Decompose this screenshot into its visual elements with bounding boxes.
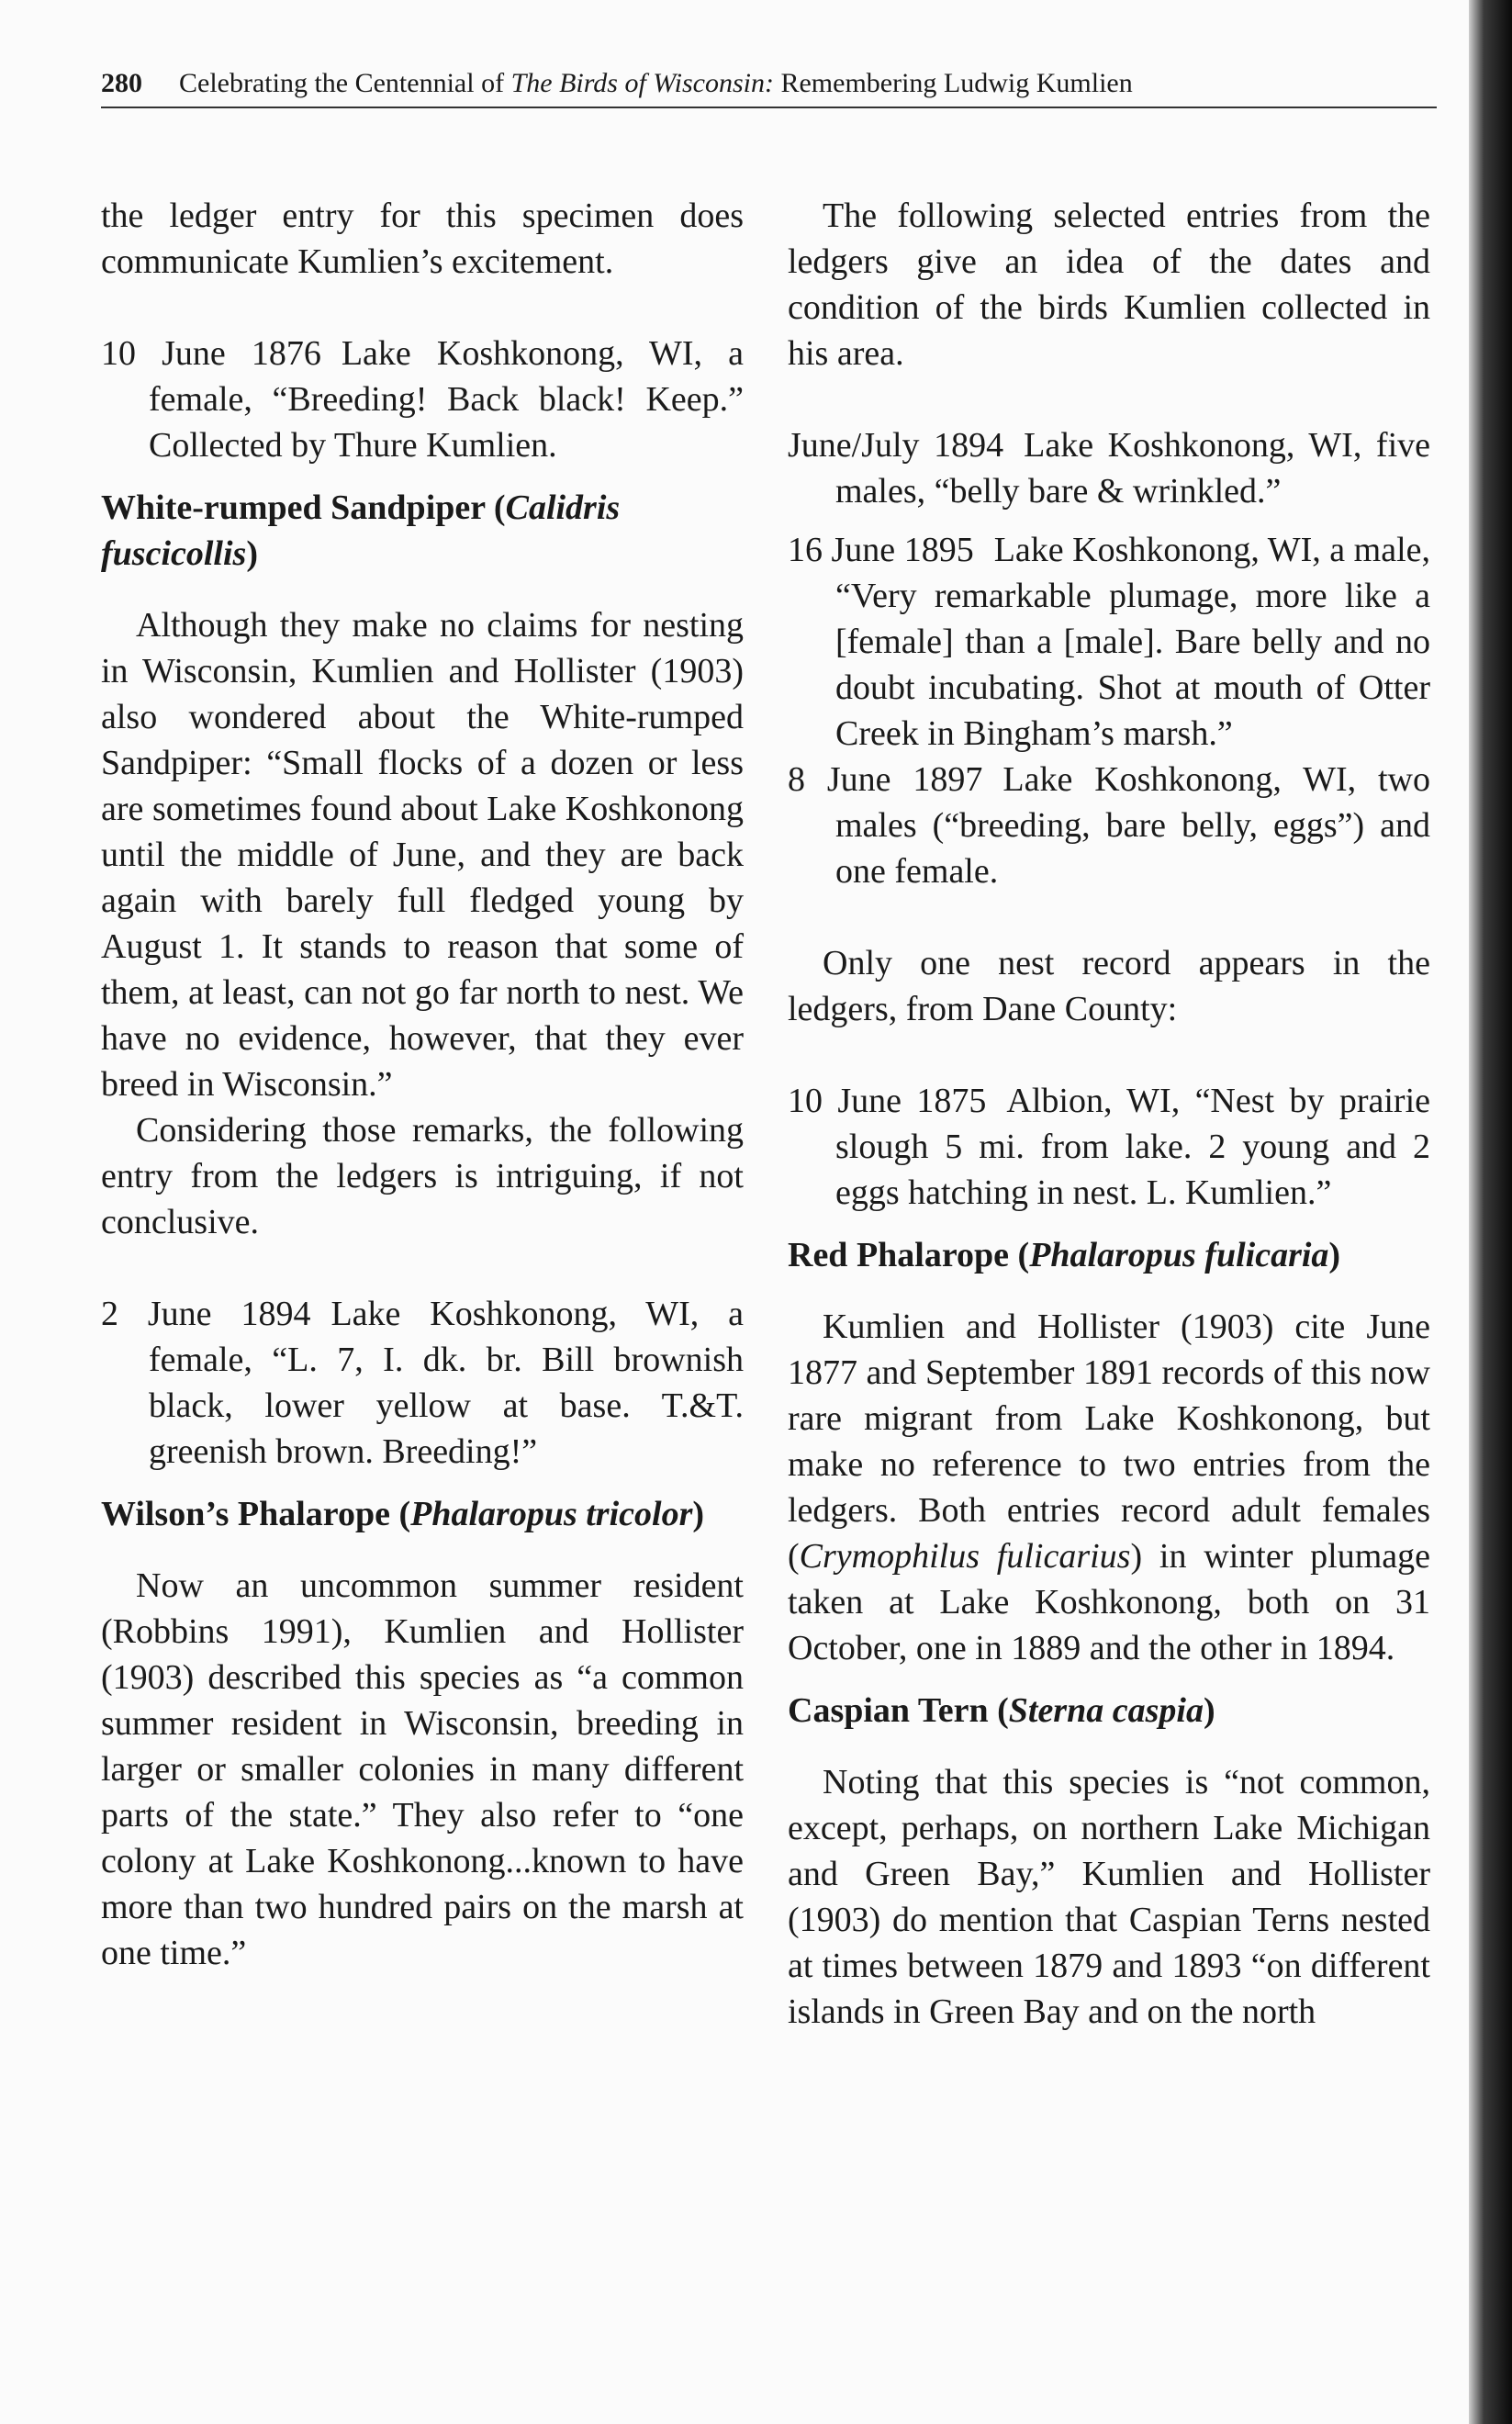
species-heading (788, 1688, 1430, 1734)
ledger-entry (101, 1291, 744, 1475)
ledger-entry (788, 1078, 1430, 1216)
species-common-name: Wilson’s Phalarope ( (101, 1495, 411, 1533)
ledger-entry (788, 757, 1430, 894)
running-title-italic: The Birds of Wisconsin: (510, 68, 774, 98)
body-paragraph: Although they make no claims for nesting in Wisconsin, Kumlien and Hollister (1903) also wondered about the White-rumped Sandpiper: “Small flocks of a dozen or less are sometimes found about Lake Koshkonong until the middle of June, and they are back again with barely full fledged young by August 1. It stands to reason that some of them, at least, can not go far north to nest. We have no evidence, however, that they ever breed in Wisconsin.” (101, 606, 744, 1104)
heading-close-paren: ) (692, 1495, 705, 1533)
running-title-suffix: Remembering Ludwig Kumlien (773, 68, 1133, 98)
right-intro-paragraph: The following selected entries from the ledgers give an idea of the dates and condition of the birds Kumlien collected in his area. (788, 196, 1430, 373)
entry-text: Albion, WI, “Nest by prairie slough 5 mi. from lake. 2 young and 2 eggs hatching in nest. L. Kumlien.” (835, 1082, 1431, 1212)
entry-text: Lake Koshkonong, WI, a female, “L. 7, I. dk. br. Bill brownish black, lower yellow at base. T.&T. greenish brown. Breeding!” (149, 1295, 745, 1471)
paragraph-latin-name: Crymophilus fulicarius (799, 1537, 1131, 1576)
species-latin-name: Sterna caspia (1008, 1691, 1204, 1730)
heading-close-paren: ) (1203, 1691, 1215, 1730)
running-header (101, 61, 1437, 108)
paragraph-text: Kumlien and Hollister (1903) cite June 1877 and September 1891 records of this now rare migrant from Lake Koshkonong, but make no reference to two entries from the ledgers. Both entries record adult females ( (788, 1307, 1430, 1576)
ledger-entry (101, 331, 744, 468)
entry-text: Lake Koshkonong, WI, a female, “Breeding! Back black! Keep.” Collected by Thure Kumlien. (149, 334, 744, 465)
species-heading (101, 1491, 744, 1537)
entry-date: June/July 1894 (788, 426, 1004, 465)
species-latin-name: Phalaropus tricolor (410, 1495, 693, 1533)
entry-date: 2 June 1894 (101, 1295, 311, 1333)
left-column (101, 193, 744, 1976)
species-latin-name: Calidris fuscicollis (101, 488, 621, 573)
entry-text: Lake Koshkonong, WI, a male, “Very remarkable plumage, more like a [female] than a [male]. Bare belly and no doubt incubating. Shot at mouth of Otter Creek in Bingham’s marsh.” (835, 531, 1430, 753)
heading-close-paren: ) (1328, 1236, 1341, 1274)
ledger-entry (788, 527, 1430, 757)
body-paragraph (788, 1304, 1430, 1671)
entry-date: 10 June 1876 (101, 334, 321, 373)
running-title-prefix: Celebrating the Centennial of (179, 68, 511, 98)
left-intro-paragraph: the ledger entry for this specimen does communicate Kumlien’s excitement. (101, 196, 744, 281)
species-latin-name: Phalaropus fulicaria (1029, 1236, 1329, 1274)
species-heading (101, 485, 744, 577)
entry-date: 16 June 1895 (788, 531, 974, 569)
entry-date: 8 June 1897 (788, 760, 983, 799)
body-paragraph: Only one nest record appears in the ledgers, from Dane County: (788, 944, 1430, 1028)
species-heading (788, 1232, 1430, 1278)
species-common-name: Red Phalarope ( (788, 1236, 1030, 1274)
species-common-name: Caspian Tern ( (788, 1691, 1009, 1730)
right-column (788, 193, 1430, 2035)
book-spine-shadow (1469, 0, 1512, 2424)
paragraph-text: ) in winter plumage taken at Lake Koshkonong, both on 31 October, one in 1889 and the other in 1894. (788, 1537, 1430, 1667)
entry-text: Lake Koshkonong, WI, five males, “belly bare & wrinkled.” (835, 426, 1431, 511)
body-paragraph: Now an uncommon summer resident (Robbins 1991), Kumlien and Hollister (1903) described this species as “a common summer resident in Wisconsin, breeding in larger or smaller colonies in many different parts of the state.” They also refer to “one colony at Lake Koshkonong...known to have more than two hundred pairs on the marsh at one time.” (101, 1566, 744, 1972)
body-paragraph: Noting that this species is “not common, except, perhaps, on northern Lake Michigan and Green Bay,” Kumlien and Hollister (1903) do mention that Caspian Terns nested at times between 1879 and 1893 “on different islands in Green Bay and on the north (788, 1763, 1430, 2031)
heading-close-paren: ) (246, 534, 258, 573)
species-common-name: White-rumped Sandpiper ( (101, 488, 506, 527)
entry-text: Lake Koshkonong, WI, two males (“breeding, bare belly, eggs”) and one female. (835, 760, 1430, 891)
entry-date: 10 June 1875 (788, 1082, 987, 1120)
ledger-entry (788, 422, 1430, 514)
body-paragraph: Considering those remarks, the following entry from the ledgers is intriguing, if not conclusive. (101, 1111, 744, 1241)
page-number: 280 (101, 68, 142, 98)
